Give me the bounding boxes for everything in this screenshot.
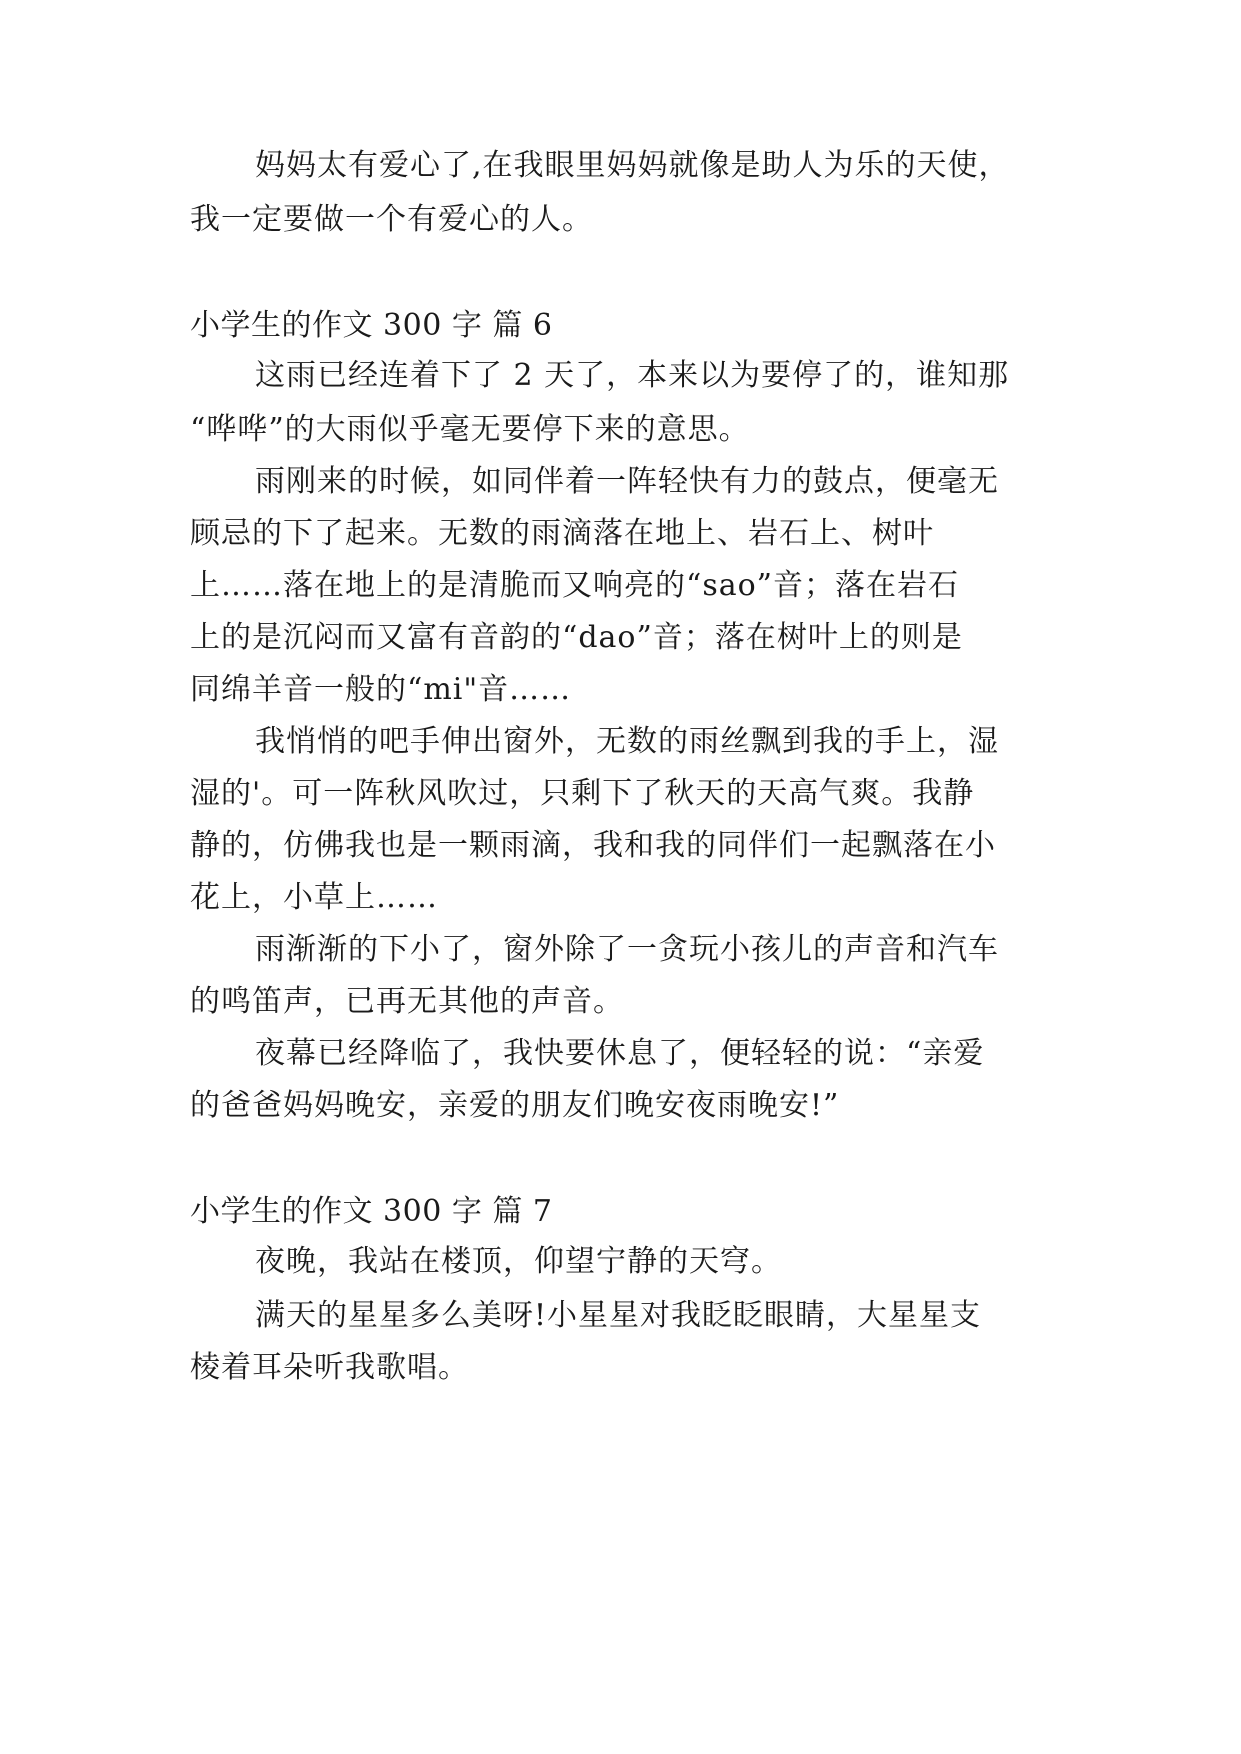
- section-6-line: 静的，仿佛我也是一颗雨滴，我和我的同伴们一起飘落在小: [190, 828, 996, 863]
- section-7-line: 夜晚，我站在楼顶，仰望宁静的天穹。: [255, 1244, 782, 1279]
- section-6-line: 顾忌的下了起来。无数的雨滴落在地上、岩石上、树叶: [190, 516, 934, 551]
- section-6-line: “哗哗”的大雨似乎毫无要停下来的意思。: [190, 412, 750, 447]
- section-6-line: 湿的'。可一阵秋风吹过，只剩下了秋天的天高气爽。我静: [190, 776, 975, 811]
- section-6-heading: 小学生的作文 300 字 篇 6: [190, 308, 553, 343]
- section-6-line: 雨刚来的时候，如同伴着一阵轻快有力的鼓点，便毫无: [255, 464, 999, 499]
- section-6-line: 同绵羊音一般的“mi"音……: [190, 672, 572, 707]
- section-6-line: 夜幕已经降临了，我快要休息了，便轻轻的说：“亲爱: [255, 1036, 985, 1071]
- section-7-line: 满天的星星多么美呀!小星星对我眨眨眼睛，大星星支: [255, 1298, 982, 1333]
- section-6-line: 这雨已经连着下了 2 天了，本来以为要停了的，谁知那: [255, 358, 1010, 393]
- section-7-heading: 小学生的作文 300 字 篇 7: [190, 1194, 553, 1229]
- section-6-line: 花上，小草上……: [190, 880, 438, 915]
- intro-line-1: 妈妈太有爱心了,在我眼里妈妈就像是助人为乐的天使，: [255, 148, 1010, 183]
- section-6-line: 的爸爸妈妈晚安，亲爱的朋友们晚安夜雨晚安!”: [190, 1088, 840, 1123]
- section-6-line: 我悄悄的吧手伸出窗外，无数的雨丝飘到我的手上，湿: [255, 724, 999, 759]
- intro-line-2: 我一定要做一个有爱心的人。: [190, 202, 593, 237]
- section-7-line: 棱着耳朵听我歌唱。: [190, 1350, 469, 1385]
- section-6-line: 上的是沉闷而又富有音韵的“dao”音；落在树叶上的则是: [190, 620, 963, 655]
- section-6-line: 雨渐渐的下小了，窗外除了一贪玩小孩儿的声音和汽车: [255, 932, 999, 967]
- section-6-line: 的鸣笛声，已再无其他的声音。: [190, 984, 624, 1019]
- section-6-line: 上……落在地上的是清脆而又响亮的“sao”音；落在岩石: [190, 568, 960, 603]
